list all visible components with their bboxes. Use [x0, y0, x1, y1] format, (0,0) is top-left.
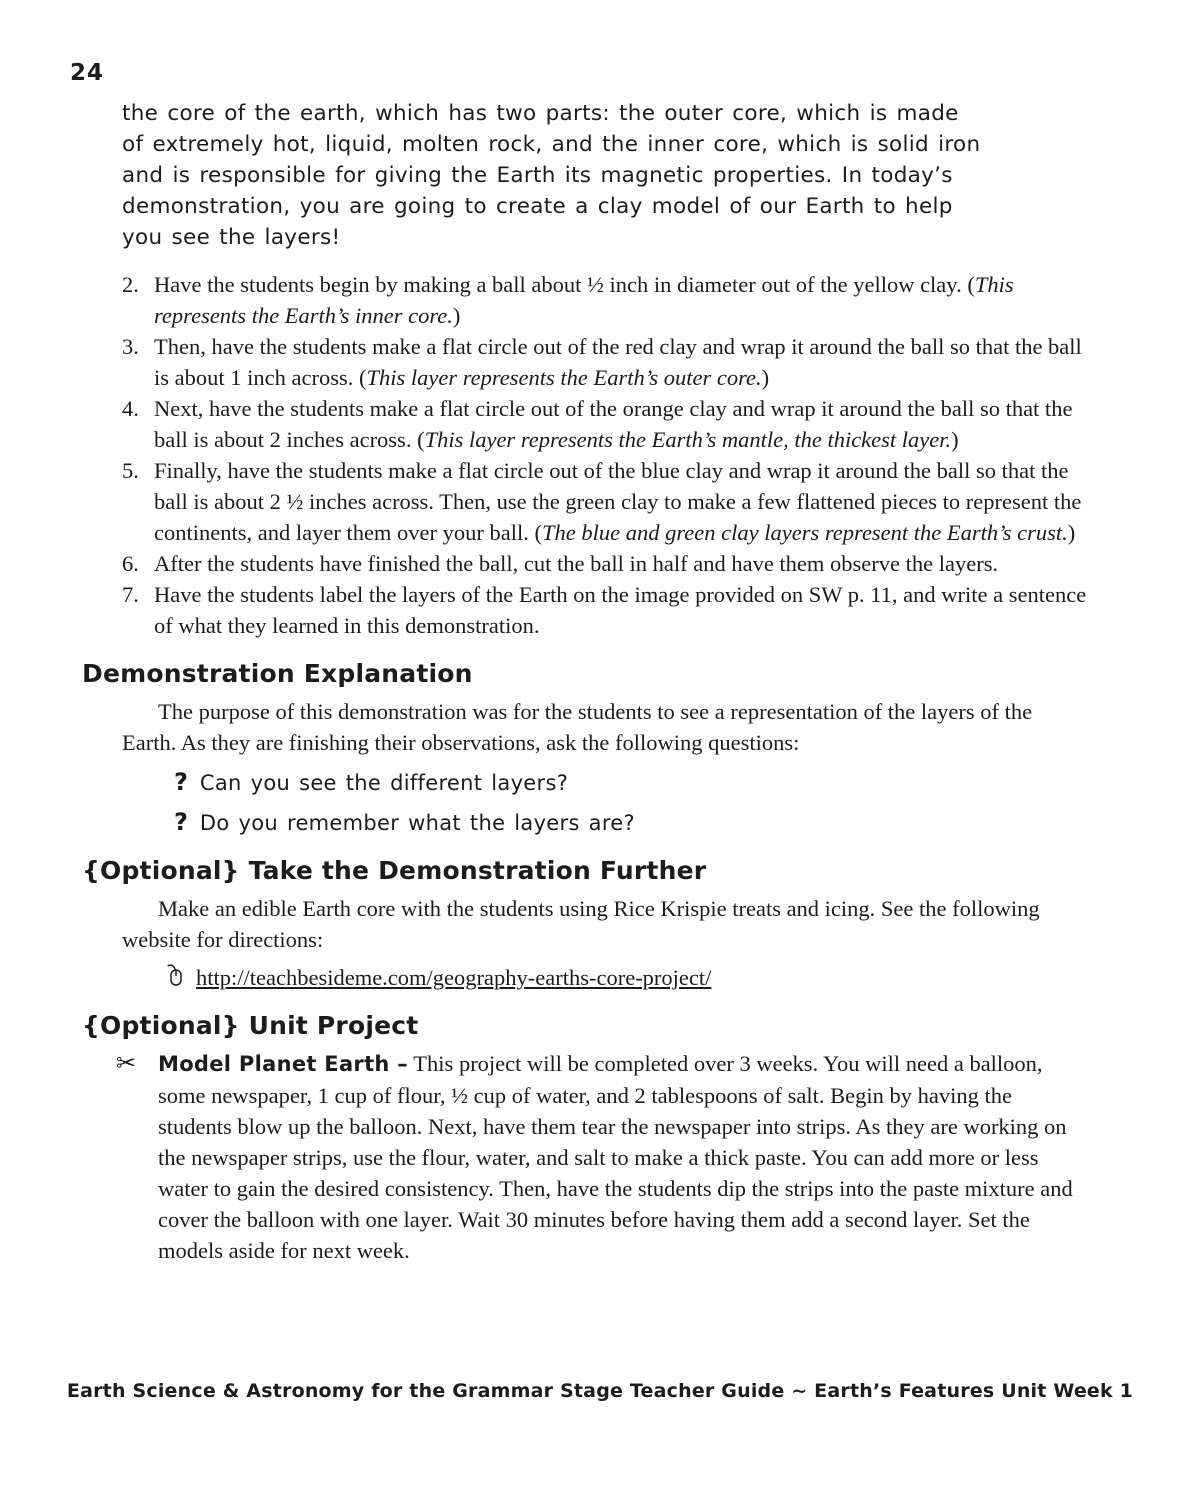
step-text-close: ) — [951, 427, 959, 452]
section-heading-optional-unit-project: {Optional} Unit Project — [82, 1011, 419, 1040]
step-text: Next, have the students make a flat circle out of the orange clay and wrap it around the ball so that the ball is about 2 inches across. ( — [154, 396, 1073, 452]
step-text-close: ) — [761, 365, 770, 390]
step-text: Then, have the students make a flat circle out of the red clay and wrap it around the ball so that the ball is about 1 inch across. ( — [154, 334, 1082, 390]
step-italic-note: This layer represents the Earth’s mantle, the thickest layer. — [424, 427, 952, 452]
section-heading-optional-further: {Optional} Take the Demonstration Further — [82, 856, 707, 885]
step-text-close: ) — [1067, 520, 1076, 545]
mouse-icon — [166, 963, 186, 993]
step-text-close: ) — [452, 303, 461, 328]
step-text: Have the students begin by making a ball about ½ inch in diameter out of the yellow clay. ( — [154, 272, 975, 297]
intro-paragraph: the core of the earth, which has two parts: the outer core, which is made of extremely hot, liquid, molten rock, and the inner core, which is solid iron and is responsible for giving the Earth its magnetic properties. In today’s demonstration, you are going to create a clay model of our Earth to help you see the layers! — [122, 101, 981, 250]
page-footer: Earth Science & Astronomy for the Grammar Stage Teacher Guide ~ Earth’s Features Unit Week 1 — [66, 1380, 1134, 1402]
step-item — [122, 548, 1090, 579]
website-link-row — [166, 963, 1090, 993]
project-text: This project will be completed over 3 weeks. You will need a balloon, some newspaper, 1 cup of flour, ½ cup of water, and 2 tablespoons of salt. Begin by having the students blow up the balloon. Next, have them tear the newspaper into strips. As they are working on the newspaper strips, use the flour, water, and salt to make a thick paste. You can add more or less water to gain the desired consistency. Then, have the students dip the strips into the paste mixture and cover the balloon with one layer. Wait 30 minutes before having them add a second layer. Set the models aside for next week. — [158, 1051, 1073, 1263]
question-mark-bullet: ? — [174, 808, 188, 836]
step-number: 5. — [122, 458, 139, 483]
step-number: 2. — [122, 272, 139, 297]
step-italic-note: This layer represents the Earth’s outer core. — [366, 365, 762, 390]
further-paragraph: Make an edible Earth core with the students using Rice Krispie treats and icing. See the following website for directions: — [122, 896, 1040, 952]
website-link[interactable]: http://teachbesideme.com/geography-earths-core-project/ — [196, 965, 712, 990]
step-item — [122, 393, 1090, 455]
step-item — [122, 269, 1090, 331]
step-number: 7. — [122, 582, 139, 607]
explanation-paragraph: The purpose of this demonstration was for the students to see a representation of the layers of the Earth. As they are finishing their observations, ask the following questions: — [122, 699, 1033, 755]
step-text: Have the students label the layers of the Earth on the image provided on SW p. 11, and write a sentence of what they learned in this demonstration. — [154, 582, 1087, 638]
page-content — [82, 98, 1090, 1266]
step-number: 3. — [122, 334, 139, 359]
step-text: Finally, have the students make a flat circle out of the blue clay and wrap it around the ball so that the ball is about 2 ½ inches across. Then, use the green clay to make a few flattened pieces to represent the continents, and layer them over your ball. ( — [154, 458, 1082, 545]
project-label: Model Planet Earth – — [158, 1052, 409, 1076]
step-text: After the students have finished the ball, cut the ball in half and have them observe the layers. — [154, 551, 999, 576]
page-number: 24 — [70, 60, 105, 86]
step-italic-note: This represents the Earth’s inner core. — [154, 272, 1014, 328]
step-item — [122, 579, 1090, 641]
scissors-icon: ✂ — [116, 1051, 137, 1077]
unit-project-item — [116, 1048, 1090, 1266]
question-item — [174, 767, 1090, 798]
question-text: Can you see the different layers? — [199, 771, 569, 795]
question-text: Do you remember what the layers are? — [199, 811, 635, 835]
step-number: 4. — [122, 396, 139, 421]
steps-list — [122, 269, 1090, 641]
question-mark-bullet: ? — [174, 768, 188, 796]
step-item — [122, 331, 1090, 393]
step-number: 6. — [122, 551, 139, 576]
step-item — [122, 455, 1090, 548]
section-heading-demonstration-explanation: Demonstration Explanation — [82, 659, 473, 688]
step-italic-note: The blue and green clay layers represent the Earth’s crust. — [542, 520, 1068, 545]
question-item — [174, 807, 1090, 838]
